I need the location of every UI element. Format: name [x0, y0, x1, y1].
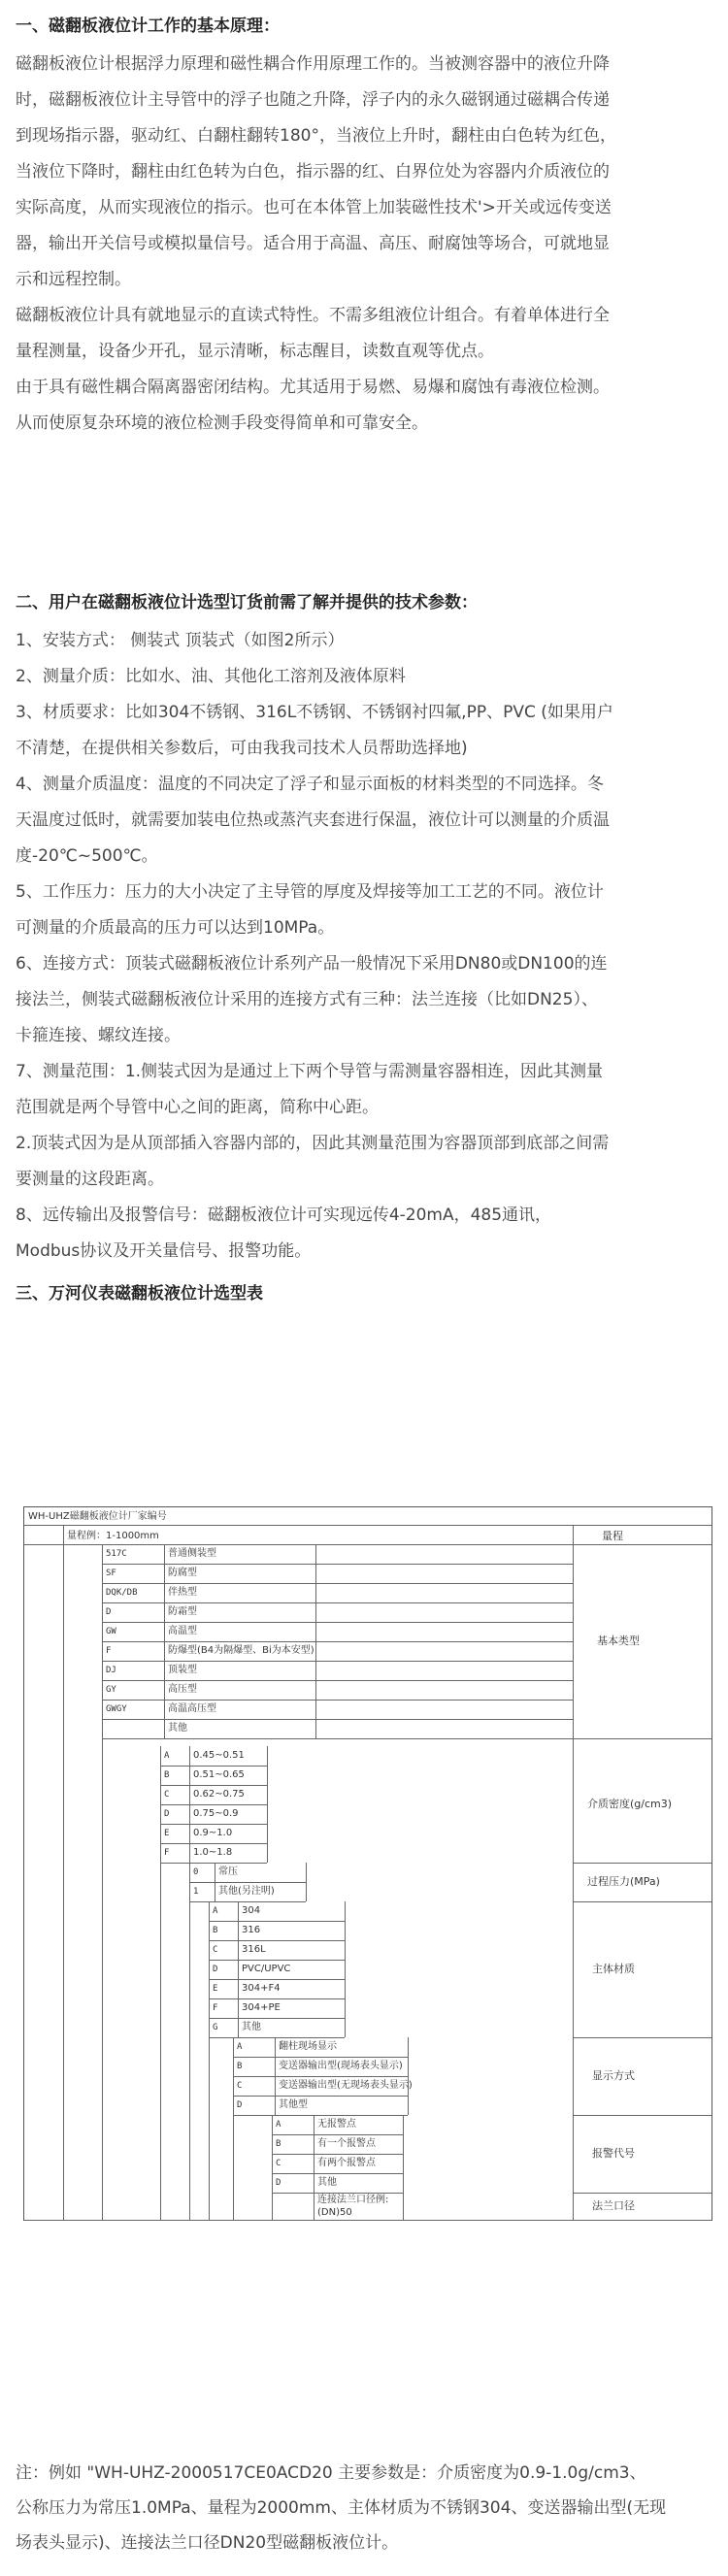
- type-code: GY: [106, 1685, 116, 1695]
- table-rule: [24, 1544, 711, 1545]
- text-line: 2.顶装式因为是从顶部插入容器内部的，因此其测量范围为容器顶部到底部之间需: [16, 1134, 610, 1153]
- table-rule: [272, 2115, 273, 2220]
- alarm-label: 报警代号: [592, 2147, 635, 2160]
- type-code: GWGY: [106, 1704, 127, 1714]
- type-code: D: [106, 1607, 112, 1617]
- type-name: 高温高压型: [168, 1703, 216, 1714]
- pressure-code: 0: [193, 1867, 199, 1877]
- type-code: F: [106, 1646, 112, 1656]
- display-label: 显示方式: [592, 2069, 635, 2082]
- table-rule: [189, 1863, 190, 2220]
- table-rule: [573, 2037, 711, 2038]
- table-rule: [267, 1746, 268, 1863]
- display-name: 其他型: [279, 2099, 308, 2110]
- table-rule: [306, 1863, 307, 1901]
- text-line: 6、连接方式：顶装式磁翻板液位计系列产品一般情况下采用DN80或DN100的连: [16, 954, 608, 974]
- table-rule: [573, 1738, 711, 1739]
- material-code: D: [213, 1965, 218, 1974]
- table-rule: [573, 1863, 711, 1864]
- flange-example: (DN)50: [317, 2207, 352, 2218]
- density-range: 1.0~1.8: [193, 1847, 233, 1858]
- table-rule: [160, 1785, 267, 1786]
- alarm-name: 有两个报警点: [317, 2158, 376, 2168]
- text-line: 5、工作压力：压力的大小决定了主导管的厚度及焊接等加工工艺的不同。液位计: [16, 882, 604, 902]
- table-rule: [573, 1901, 711, 1902]
- material-code: F: [213, 2003, 218, 2013]
- table-rule: [233, 2096, 408, 2097]
- note-line: 公称压力为常压1.0MPa、量程为2000mm、主体材质为不锈钢304、变送器输出型(无现: [16, 2498, 667, 2518]
- table-rule: [102, 1564, 573, 1565]
- type-code: SF: [106, 1569, 116, 1578]
- density-range: 0.62~0.75: [193, 1789, 245, 1800]
- types-label: 基本类型: [597, 1635, 640, 1647]
- display-code: A: [237, 2042, 243, 2052]
- density-range: 0.51~0.65: [193, 1769, 245, 1780]
- density-code: F: [164, 1848, 170, 1858]
- text-line: 从而使原复杂环境的液位检测手段变得简单和可靠安全。: [16, 413, 428, 433]
- table-rule: [160, 1766, 267, 1767]
- flange-example: 连接法兰口径例:: [317, 2195, 389, 2205]
- density-range: 0.75~0.9: [193, 1808, 239, 1819]
- type-code: 517C: [106, 1549, 127, 1559]
- table-rule: [102, 1700, 573, 1701]
- density-code: D: [164, 1809, 170, 1819]
- text-line: 要测量的这段距离。: [16, 1170, 164, 1189]
- table-rule: [102, 1544, 103, 2220]
- table-rule: [102, 1583, 573, 1584]
- material-code: E: [213, 1984, 218, 1994]
- selection-table: [23, 1506, 712, 2221]
- density-code: A: [164, 1751, 170, 1761]
- table-rule: [238, 1901, 239, 2037]
- material-label: 主体材质: [592, 1963, 635, 1975]
- pressure-name: 其他(另注明): [218, 1886, 275, 1897]
- section-1-body: [16, 47, 712, 442]
- type-name: 防霜型: [168, 1606, 197, 1617]
- table-rule: [272, 2193, 403, 2194]
- table-rule: [160, 1746, 161, 2220]
- type-name: 防腐型: [168, 1568, 197, 1578]
- alarm-name: 无报警点: [317, 2119, 356, 2130]
- table-rule: [275, 2037, 276, 2115]
- table-rule: [403, 2115, 404, 2193]
- type-name: 伴热型: [168, 1587, 197, 1598]
- table-rule: [209, 1960, 345, 1961]
- table-rule: [189, 1746, 190, 1863]
- table-rule: [24, 2220, 711, 2221]
- table-rule: [160, 1843, 267, 1844]
- note-line: 注：例如 "WH-UHZ-2000517CE0ACD20 主要参数是：介质密度为0.9-1.0g/cm3、: [16, 2463, 646, 2483]
- table-rule: [24, 1525, 711, 1526]
- text-line: 量程测量，设备少开孔，显示清晰，标志醒目，读数直观等优点。: [16, 342, 494, 361]
- density-range: 0.45~0.51: [193, 1750, 245, 1761]
- density-code: B: [164, 1770, 170, 1780]
- text-line: 天温度过低时，就需要加装电位热或蒸汽夹套进行保温，液位计可以测量的介质温: [16, 810, 610, 830]
- table-rule: [102, 1641, 573, 1642]
- table-rule: [272, 2173, 403, 2174]
- type-name: 普通侧装型: [168, 1548, 216, 1559]
- material-name: 其他: [242, 2022, 261, 2032]
- pressure-code: 1: [193, 1887, 199, 1897]
- text-line: 度-20℃~500℃。: [16, 846, 158, 866]
- table-rule: [233, 2057, 408, 2058]
- text-line: 时，磁翻板液位计主导管中的浮子也随之升降，浮子内的永久磁钢通过磁耦合传递: [16, 90, 610, 110]
- display-code: D: [237, 2100, 243, 2110]
- table-rule: [272, 2154, 403, 2155]
- table-rule: [573, 2193, 711, 2194]
- section-2-title: 二、用户在磁翻板液位计选型订货前需了解并提供的技术参数：: [16, 593, 478, 612]
- table-rule: [102, 1719, 573, 1720]
- table-rule: [209, 1921, 345, 1922]
- text-line: 器，输出开关信号或模拟量信号。适合用于高温、高压、耐腐蚀等场合，可就地显: [16, 234, 610, 253]
- material-name: 316L: [242, 1944, 266, 1955]
- alarm-code: C: [276, 2159, 281, 2168]
- section-1-title: 一、磁翻板液位计工作的基本原理：: [16, 17, 280, 36]
- text-line: 2、测量介质：比如水、油、其他化工溶剂及液体原料: [16, 667, 406, 686]
- display-name: 变送器输出型(现场表头显示): [279, 2061, 403, 2071]
- table-rule: [102, 1622, 573, 1623]
- text-line: 当液位下降时，翻柱由红色转为白色，指示器的红、白界位处为容器内介质液位的: [16, 162, 610, 182]
- example-note: [16, 2456, 712, 2560]
- text-line: 范围就是两个导管中心之间的距离，简称中心距。: [16, 1098, 379, 1117]
- table-rule: [233, 2115, 408, 2116]
- text-line: 磁翻板液位计具有就地显示的直读式特性。不需多组液位计组合。有着单体进行全: [16, 306, 610, 325]
- material-code: B: [213, 1926, 218, 1935]
- text-line: 4、测量介质温度：温度的不同决定了浮子和显示面板的材料类型的不同选择。冬: [16, 775, 604, 794]
- text-line: 示和远程控制。: [16, 270, 131, 289]
- material-name: 304+PE: [242, 2002, 281, 2013]
- table-rule: [209, 2018, 345, 2019]
- range-head: 量程: [602, 1530, 623, 1542]
- material-code: G: [213, 2023, 218, 2032]
- type-code: DJ: [106, 1666, 116, 1675]
- display-code: C: [237, 2081, 243, 2091]
- table-rule: [63, 1525, 64, 1544]
- text-line: 卡箍连接、螺纹连接。: [16, 1026, 181, 1045]
- table-rule: [102, 1680, 573, 1681]
- density-label: 介质密度(g/cm3): [587, 1798, 673, 1810]
- table-rule: [102, 1602, 573, 1603]
- text-line: Modbus协议及开关量信号、报警功能。: [16, 1241, 312, 1261]
- table-rule: [573, 2115, 711, 2116]
- table-header-text: WH-UHZ磁翻板液位计厂家编号: [28, 1511, 167, 1522]
- table-rule: [102, 1661, 573, 1662]
- text-line: 实际高度，从而实现液位的指示。也可在本体管上加装磁性技术'>开关或远传变送: [16, 198, 612, 217]
- table-rule: [408, 2037, 409, 2115]
- table-rule: [209, 2037, 345, 2038]
- density-range: 0.9~1.0: [193, 1828, 233, 1838]
- display-code: B: [237, 2062, 243, 2071]
- table-rule: [209, 1979, 345, 1980]
- table-rule: [63, 1544, 64, 2220]
- display-name: 翻柱现场显示: [279, 2041, 337, 2052]
- section-2-body: [16, 623, 712, 1270]
- pressure-name: 常压: [218, 1866, 238, 1877]
- alarm-name: 有一个报警点: [317, 2138, 376, 2149]
- density-code: C: [164, 1790, 170, 1800]
- type-name: 防爆型(B4为隔爆型、Bi为本安型): [168, 1645, 314, 1656]
- material-code: A: [213, 1906, 218, 1916]
- alarm-code: D: [276, 2178, 281, 2188]
- display-name: 变送器输出型(无现场表头显示): [279, 2080, 413, 2091]
- alarm-name: 其他: [317, 2177, 337, 2188]
- section-3-title: 三、万河仪表磁翻板液位计选型表: [16, 1284, 263, 1304]
- alarm-code: A: [276, 2120, 281, 2130]
- text-line: 不清楚，在提供相关参数后，可由我我司技术人员帮助选择地): [16, 739, 468, 758]
- pressure-label: 过程压力(MPa): [587, 1875, 660, 1888]
- table-rule: [209, 1901, 210, 2220]
- table-rule: [164, 1544, 165, 1738]
- table-rule: [189, 1901, 306, 1902]
- table-rule: [233, 2076, 408, 2077]
- text-line: 8、远传输出及报警信号：磁翻板液位计可实现远传4-20mA，485通讯，: [16, 1205, 552, 1225]
- text-line: 接法兰，侧装式磁翻板液位计采用的连接方式有三种：法兰连接（比如DN25）、: [16, 990, 598, 1009]
- material-name: 304: [242, 1905, 261, 1916]
- type-name: 其他: [168, 1723, 187, 1734]
- table-rule: [315, 1544, 316, 1738]
- text-line: 7、测量范围：1.侧装式因为是通过上下两个导管与需测量容器相连，因此其测量: [16, 1062, 604, 1081]
- material-code: C: [213, 1945, 218, 1955]
- flange-label: 法兰口径: [592, 2199, 635, 2212]
- table-rule: [403, 2193, 404, 2220]
- text-line: 到现场指示器，驱动红、白翻柱翻转180°，当液位上升时，翻柱由白色转为红色，: [16, 126, 616, 146]
- table-rule: [160, 1824, 267, 1825]
- table-rule: [345, 1901, 346, 2037]
- text-line: 由于具有磁性耦合隔离器密闭结构。尤其适用于易燃、易爆和腐蚀有毒液位检测。: [16, 378, 610, 397]
- material-name: PVC/UPVC: [242, 1964, 291, 1974]
- table-rule: [160, 1863, 267, 1864]
- alarm-code: B: [276, 2139, 281, 2149]
- table-rule: [189, 1882, 306, 1883]
- text-line: 可测量的介质最高的压力可以达到10MPa。: [16, 918, 335, 938]
- range-label: 量程例：1-1000mm: [67, 1531, 159, 1541]
- table-rule: [209, 1940, 345, 1941]
- table-rule: [160, 1804, 267, 1805]
- type-code: DQK/DB: [106, 1588, 138, 1598]
- text-line: 3、材质要求：比如304不锈钢、316L不锈钢、不锈钢衬四氟,PP、PVC (如果用户: [16, 703, 613, 722]
- type-code: GW: [106, 1627, 116, 1636]
- material-name: 304+F4: [242, 1983, 281, 1994]
- text-line: 1、安装方式： 侧装式 顶装式（如图2所示）: [16, 631, 345, 650]
- table-rule: [233, 2037, 234, 2220]
- table-rule: [272, 2134, 403, 2135]
- material-name: 316: [242, 1925, 261, 1935]
- type-name: 顶装型: [168, 1665, 197, 1675]
- table-rule: [102, 1738, 573, 1739]
- note-line: 场表头显示)、连接法兰口径DN20型磁翻板液位计。: [16, 2533, 399, 2553]
- type-name: 高温型: [168, 1626, 197, 1636]
- type-name: 高压型: [168, 1684, 197, 1695]
- density-code: E: [164, 1829, 170, 1838]
- table-rule: [209, 1998, 345, 1999]
- text-line: 磁翻板液位计根据浮力原理和磁性耦合作用原理工作的。当被测容器中的液位升降: [16, 54, 610, 74]
